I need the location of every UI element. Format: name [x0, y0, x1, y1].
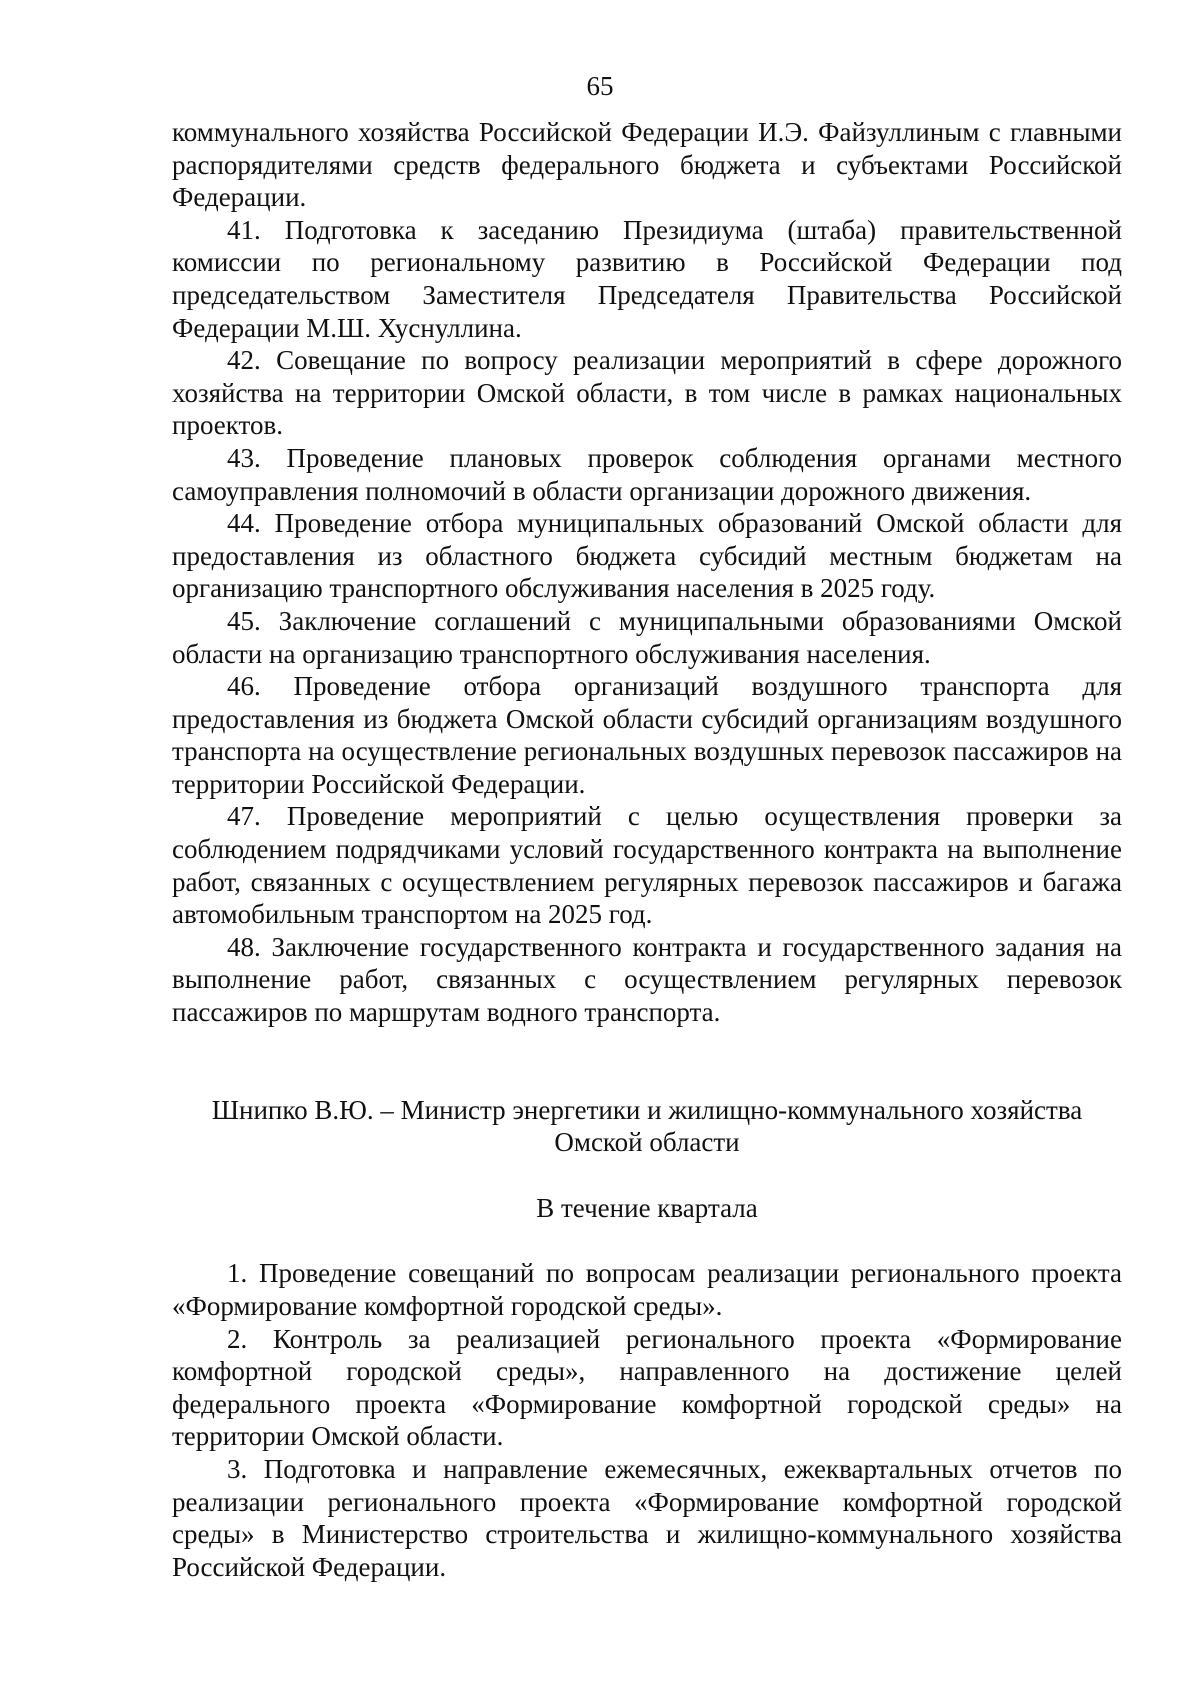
spacer	[172, 1159, 1122, 1192]
section-heading-line-2: Омской области	[554, 1127, 740, 1158]
section-heading-line-1: Шнипко В.Ю. – Министр энергетики и жилищно-коммунального хозяйства	[211, 1094, 1083, 1125]
paragraph-item-2: 2. Контроль за реализацией регионального проекта «Формирование комфортной городской среды», направленного на достижение целей федерального проекта «Формирование комфортной городской среды» на территории Омской области.	[172, 1323, 1122, 1452]
paragraph-item-44: 44. Проведение отбора муниципальных образований Омской области для предоставления из областного бюджета субсидий местным бюджетам на организацию транспортного обслуживания населения в 2025 году.	[172, 508, 1122, 604]
spacer	[172, 1029, 1122, 1094]
paragraph-item-46: 46. Проведение отбора организаций воздушного транспорта для предоставления из бюджета Омской области субсидий организациям воздушного транспорта на осуществление региональных воздушных перевозок пассажиров на территории Российской Федерации.	[172, 671, 1122, 799]
paragraph-item-1: 1. Проведение совещаний по вопросам реализации регионального проекта «Формирование комфортной городской среды».	[172, 1258, 1122, 1321]
paragraph-continuation: коммунального хозяйства Российской Федерации И.Э. Файзуллиным с главными распорядителями средств федерального бюджета и субъектами Российской Федерации.	[172, 117, 1122, 213]
period-heading: В течение квартала	[536, 1192, 758, 1223]
paragraph-item-41: 41. Подготовка к заседанию Президиума (штаба) правительственной комиссии по региональному развитию в Российской Федерации под председательством Заместителя Председателя Правительства Российской Федерации М.Ш. Хуснуллина.	[172, 214, 1122, 343]
paragraph-item-3: 3. Подготовка и направление ежемесячных, ежеквартальных отчетов по реализации регионального проекта «Формирование комфортной городской среды» в Министерство строительства и жилищно-коммунального хозяйства Российской Федерации.	[172, 1453, 1122, 1582]
paragraph-item-47: 47. Проведение мероприятий с целью осуществления проверки за соблюдением подрядчиками условий государственного контракта на выполнение работ, связанных с осуществлением регулярных перевозок пассажиров и багажа автомобильным транспортом на 2025 год.	[172, 801, 1122, 930]
paragraph-item-42: 42. Совещание по вопросу реализации мероприятий в сфере дорожного хозяйства на территории Омской области, в том числе в рамках национальных проектов.	[172, 345, 1122, 441]
paragraph-item-45: 45. Заключение соглашений с муниципальными образованиями Омской области на организацию транспортного обслуживания населения.	[172, 605, 1122, 669]
page-number: 65	[586, 71, 614, 101]
spacer	[172, 1224, 1122, 1257]
document-body	[172, 116, 1122, 1583]
paragraph-item-48: 48. Заключение государственного контракта и государственного задания на выполнение работ, связанных с осуществлением регулярных перевозок пассажиров по маршрутам водного транспорта.	[172, 931, 1122, 1028]
paragraph-item-43: 43. Проведение плановых проверок соблюдения органами местного самоуправления полномочий в области организации дорожного движения.	[172, 442, 1122, 506]
